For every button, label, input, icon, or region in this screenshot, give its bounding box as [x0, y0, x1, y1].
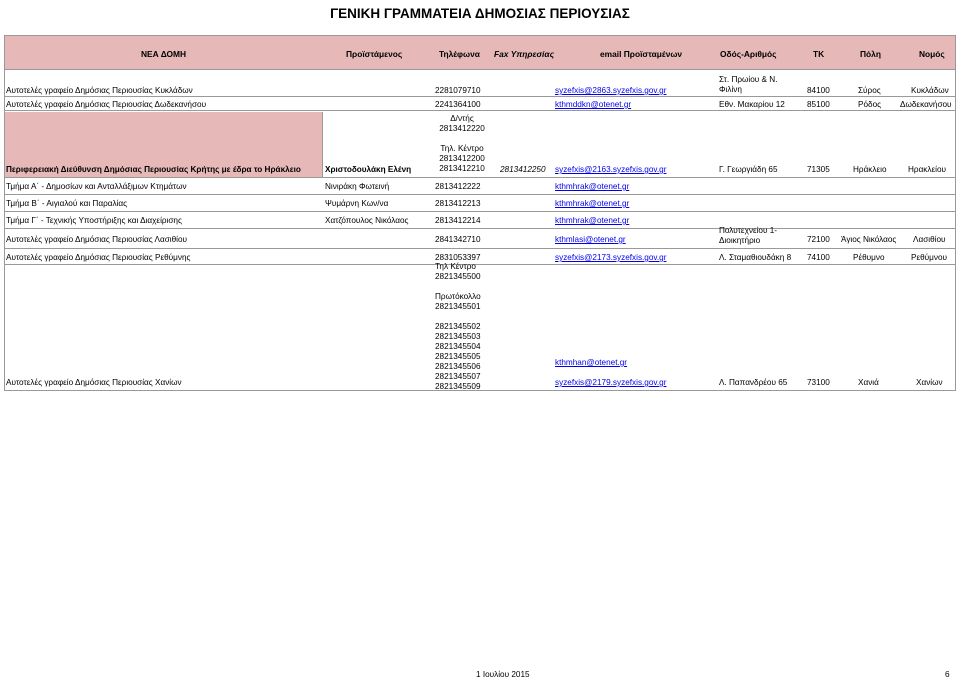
row-divider: [4, 248, 956, 249]
row-tmima-g-phone: 2813412214: [435, 216, 481, 225]
table-border: [4, 70, 5, 390]
col-header-tk: ΤΚ: [813, 49, 825, 59]
col-header-address: Οδός-Αριθμός: [720, 49, 777, 59]
row-kyklades-nomos: Κυκλάδων: [911, 86, 949, 95]
row-dodekanisou-email-link[interactable]: kthmddkn@otenet.gr: [555, 100, 632, 109]
row-rethymnis-phone: 2831053397: [435, 253, 481, 262]
row-kyklades-name: Αυτοτελές γραφείο Δημόσιας Περιουσίας Κυκλάδων: [6, 86, 193, 95]
row-kritis-city: Ηράκλειο: [853, 165, 887, 174]
row-rethymnis-nomos: Ρεθύμνου: [911, 253, 947, 262]
row-chanion-phones: Τηλ Κέντρο 2821345500 Πρωτόκολλο 2821345501 2821345502 2821345503 2821345504 2821345505 2821345506 2821345507 2821345509: [435, 262, 481, 391]
row-tmima-a-phone: 2813412222: [435, 182, 481, 191]
row-dodekanisou-phone: 2241364100: [435, 100, 481, 109]
row-lasithiou-email-link[interactable]: kthmlasi@otenet.gr: [555, 235, 626, 244]
row-kritis-fax: 2813412250: [500, 165, 546, 174]
row-tmima-b-head: Ψυμάρνη Κων/να: [325, 199, 389, 208]
row-dodekanisou-tk: 85100: [807, 100, 830, 109]
row-lasithiou-name: Αυτοτελές γραφείο Δημόσιας Περιουσίας Λασιθίου: [6, 235, 188, 244]
row-dodekanisou-city: Ρόδος: [858, 100, 882, 109]
col-header-email: email Προϊσταμένων: [600, 49, 683, 59]
row-lasithiou-nomos: Λασιθίου: [913, 235, 946, 244]
row-divider: [4, 194, 956, 195]
page-number: 6: [945, 670, 950, 679]
row-divider: [4, 96, 956, 97]
row-tmima-a-email-link[interactable]: kthmhrak@otenet.gr: [555, 182, 630, 191]
row-divider: [4, 110, 956, 111]
row-dodekanisou-address: Εθν. Μακαρίου 12: [719, 100, 785, 109]
row-chanion-name: Αυτοτελές γραφείο Δημόσιας Περιουσίας Χανίων: [6, 378, 182, 387]
row-kritis-address: Γ. Γεωργιάδη 65: [719, 165, 778, 174]
col-header-fax: Fax Υπηρεσίας: [494, 49, 555, 59]
row-lasithiou-phone: 2841342710: [435, 235, 481, 244]
row-kyklades-phone: 2281079710: [435, 86, 481, 95]
row-kyklades-email-link[interactable]: syzefxis@2863.syzefxis.gov.gr: [555, 86, 667, 95]
row-rethymnis-email-link[interactable]: syzefxis@2173.syzefxis.gov.gr: [555, 253, 667, 262]
footer-date: 1 Ιουλίου 2015: [476, 670, 530, 679]
row-chanion-nomos: Χανίων: [916, 378, 943, 387]
row-lasithiou-address: Πολυτεχνείου 1- Διοικητήριο: [719, 226, 778, 245]
row-kritis-head: Χριστοδουλάκη Ελένη: [325, 165, 412, 174]
column-divider: [322, 112, 323, 177]
row-kyklades-address: Στ. Πρωίου & Ν. Φιλίνη: [719, 75, 778, 94]
row-tmima-a-head: Νινιράκη Φωτεινή: [325, 182, 390, 191]
page-title: ΓΕΝΙΚΗ ΓΡΑΜΜΑΤΕΙΑ ΔΗΜΟΣΙΑΣ ΠΕΡΙΟΥΣΙΑΣ: [330, 6, 630, 21]
row-kyklades-tk: 84100: [807, 86, 830, 95]
row-tmima-g-name: Τμήμα Γ΄ - Τεχνικής Υποστήριξης και Διαχείρισης: [6, 216, 182, 225]
row-tmima-b-name: Τμήμα Β΄ - Αιγιαλού και Παραλίας: [6, 199, 128, 208]
row-kritis-tk: 71305: [807, 165, 830, 174]
table-header: [4, 35, 956, 70]
row-rethymnis-name: Αυτοτελές γραφείο Δημόσιας Περιουσίας Ρεθύμνης: [6, 253, 191, 262]
row-chanion-city: Χανιά: [858, 378, 879, 387]
row-kyklades-city: Σύρος: [858, 86, 881, 95]
col-header-nomos: Νομός: [919, 49, 945, 59]
row-kritis-email-link[interactable]: syzefxis@2163.syzefxis.gov.gr: [555, 165, 667, 174]
row-kritis-name: Περιφερειακή Διεύθυνση Δημόσιας Περιουσίας Κρήτης με έδρα το Ηράκλειο: [6, 165, 301, 174]
row-tmima-b-email-link[interactable]: kthmhrak@otenet.gr: [555, 199, 630, 208]
row-chanion-email-link[interactable]: kthmhan@otenet.gr: [555, 358, 628, 367]
row-kritis-nomos: Ηρακλείου: [908, 165, 946, 174]
row-lasithiou-city: Άγιος Νικόλαος: [841, 235, 897, 244]
row-tmima-b-phone: 2813412213: [435, 199, 481, 208]
row-lasithiou-tk: 72100: [807, 235, 830, 244]
row-kritis-phones: Δ/ντής 2813412220 Τηλ. Κέντρο 2813412200 2813412210: [439, 114, 485, 173]
row-chanion-address: Λ. Παπανδρέου 65: [719, 378, 788, 387]
row-divider: [4, 177, 956, 178]
row-tmima-a-name: Τμήμα Α΄ - Δημοσίων και Ανταλλάξιμων Κτημάτων: [6, 182, 187, 191]
row-rethymnis-city: Ρέθυμνο: [853, 253, 885, 262]
row-divider: [4, 228, 956, 229]
row-divider: [4, 211, 956, 212]
row-chanion-email2-link[interactable]: syzefxis@2179.syzefxis.gov.gr: [555, 378, 667, 387]
row-chanion-tk: 73100: [807, 378, 830, 387]
row-tmima-g-email-link[interactable]: kthmhrak@otenet.gr: [555, 216, 630, 225]
row-rethymnis-tk: 74100: [807, 253, 830, 262]
row-dodekanisou-name: Αυτοτελές γραφείο Δημόσιας Περιουσίας Δωδεκανήσου: [6, 100, 207, 109]
col-header-head: Προϊστάμενος: [346, 49, 403, 59]
col-header-city: Πόλη: [860, 49, 881, 59]
table-border: [955, 70, 956, 390]
col-header-phones: Τηλέφωνα: [439, 49, 480, 59]
col-header-domi: ΝΕΑ ΔΟΜΗ: [141, 49, 187, 59]
row-rethymnis-address: Λ. Σταμαθιουδάκη 8: [719, 253, 792, 262]
row-dodekanisou-nomos: Δωδεκανήσου: [900, 100, 952, 109]
row-tmima-g-head: Χατζόπουλος Νικόλαος: [325, 216, 409, 225]
